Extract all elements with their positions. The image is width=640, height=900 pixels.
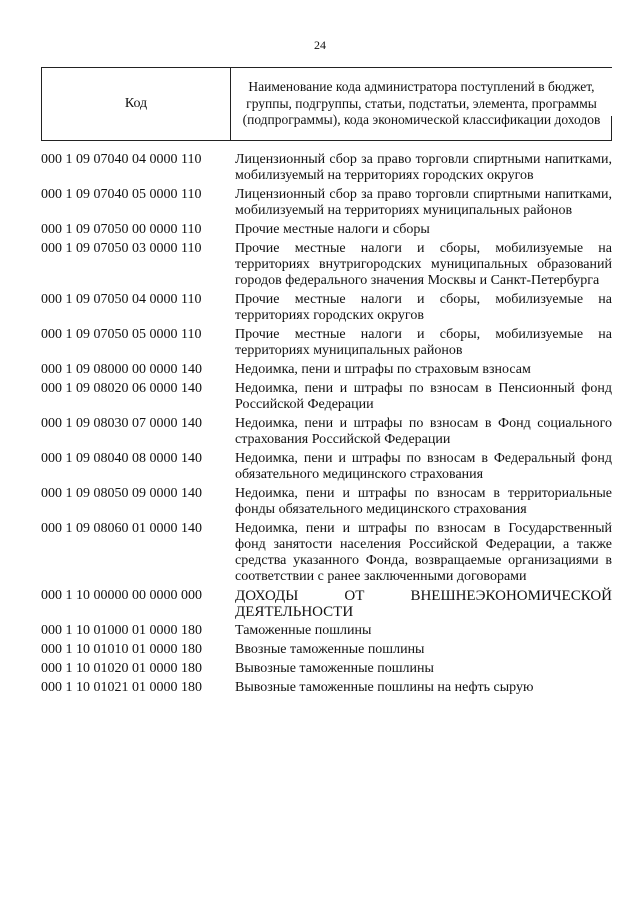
section-heading: ДОХОДЫ ОТ ВНЕШНЕЭКОНОМИЧЕСКОЙ ДЕЯТЕЛЬНОСТИ	[235, 588, 612, 620]
table-row	[41, 642, 612, 658]
table-row	[41, 486, 612, 518]
row-name: Прочие местные налоги и сборы, мобилизуемые на территориях городских округов	[235, 292, 612, 323]
table-row	[41, 381, 612, 413]
row-code: 000 1 09 07050 00 0000 110	[41, 222, 202, 237]
table-row	[41, 327, 612, 359]
row-name: Прочие местные налоги и сборы, мобилизуемые на территориях внутригородских муниципальных образований городов федерального значения Москвы и Санкт-Петербурга	[235, 241, 612, 288]
row-name: Прочие местные налоги и сборы, мобилизуемые на территориях муниципальных районов	[235, 327, 612, 358]
row-code: 000 1 09 07040 05 0000 110	[41, 187, 202, 202]
table-header	[41, 67, 612, 141]
row-name: Недоимка, пени и штрафы по взносам в Федеральный фонд обязательного медицинского страхования	[235, 451, 612, 482]
table-row	[41, 362, 612, 378]
table-row	[41, 680, 612, 696]
row-name: Недоимка, пени и штрафы по страховым взносам	[235, 362, 531, 377]
row-code: 000 1 09 07040 04 0000 110	[41, 152, 202, 167]
header-name-label: Наименование кода администратора поступлений в бюджет, группы, подгруппы, статьи, подстатьи, элемента, программы (подпрограммы), кода экономической классификации доходов	[231, 68, 612, 140]
page-number: 24	[314, 38, 326, 52]
table-row	[41, 241, 612, 289]
row-name: Недоимка, пени и штрафы по взносам в Государственный фонд занятости населения Российской Федерации, а также средства указанного Фонда, возвращаемые организациями в соответствии с ранее заключенными договорами	[235, 521, 612, 584]
row-code: 000 1 09 08030 07 0000 140	[41, 416, 202, 431]
row-name: Недоимка, пени и штрафы по взносам в Фонд социального страхования Российской Федерации	[235, 416, 612, 447]
row-code: 000 1 09 08060 01 0000 140	[41, 521, 202, 536]
table-row	[41, 187, 612, 219]
row-name: Прочие местные налоги и сборы	[235, 222, 430, 237]
row-code: 000 1 09 07050 05 0000 110	[41, 327, 202, 342]
table-row	[41, 588, 612, 620]
row-code: 000 1 10 01000 01 0000 180	[41, 623, 202, 638]
table-row	[41, 451, 612, 483]
row-name: Вывозные таможенные пошлины на нефть сырую	[235, 680, 534, 695]
row-code: 000 1 09 08020 06 0000 140	[41, 381, 202, 396]
row-name: Лицензионный сбор за право торговли спиртными напитками, мобилизуемый на территориях муниципальных районов	[235, 187, 612, 218]
table-row	[41, 623, 612, 639]
table-row	[41, 416, 612, 448]
row-code: 000 1 10 01010 01 0000 180	[41, 642, 202, 657]
row-code: 000 1 10 01020 01 0000 180	[41, 661, 202, 676]
table-row	[41, 222, 612, 238]
row-name: Лицензионный сбор за право торговли спиртными напитками, мобилизуемый на территориях городских округов	[235, 152, 612, 183]
table-row	[41, 521, 612, 585]
row-name: Недоимка, пени и штрафы по взносам в территориальные фонды обязательного медицинского страхования	[235, 486, 612, 517]
row-name: Таможенные пошлины	[235, 623, 372, 638]
row-code: 000 1 09 07050 04 0000 110	[41, 292, 202, 307]
row-name: Вывозные таможенные пошлины	[235, 661, 434, 676]
row-code: 000 1 09 08000 00 0000 140	[41, 362, 202, 377]
table-row	[41, 661, 612, 677]
classification-table-body	[41, 152, 612, 699]
header-code-label: Код	[41, 68, 231, 140]
row-code: 000 1 10 01021 01 0000 180	[41, 680, 202, 695]
row-code: 000 1 09 08050 09 0000 140	[41, 486, 202, 501]
row-code: 000 1 09 08040 08 0000 140	[41, 451, 202, 466]
table-row	[41, 152, 612, 184]
row-code: 000 1 10 00000 00 0000 000	[41, 588, 202, 603]
row-code: 000 1 09 07050 03 0000 110	[41, 241, 202, 256]
row-name: Недоимка, пени и штрафы по взносам в Пенсионный фонд Российской Федерации	[235, 381, 612, 412]
table-row	[41, 292, 612, 324]
row-name: Ввозные таможенные пошлины	[235, 642, 425, 657]
